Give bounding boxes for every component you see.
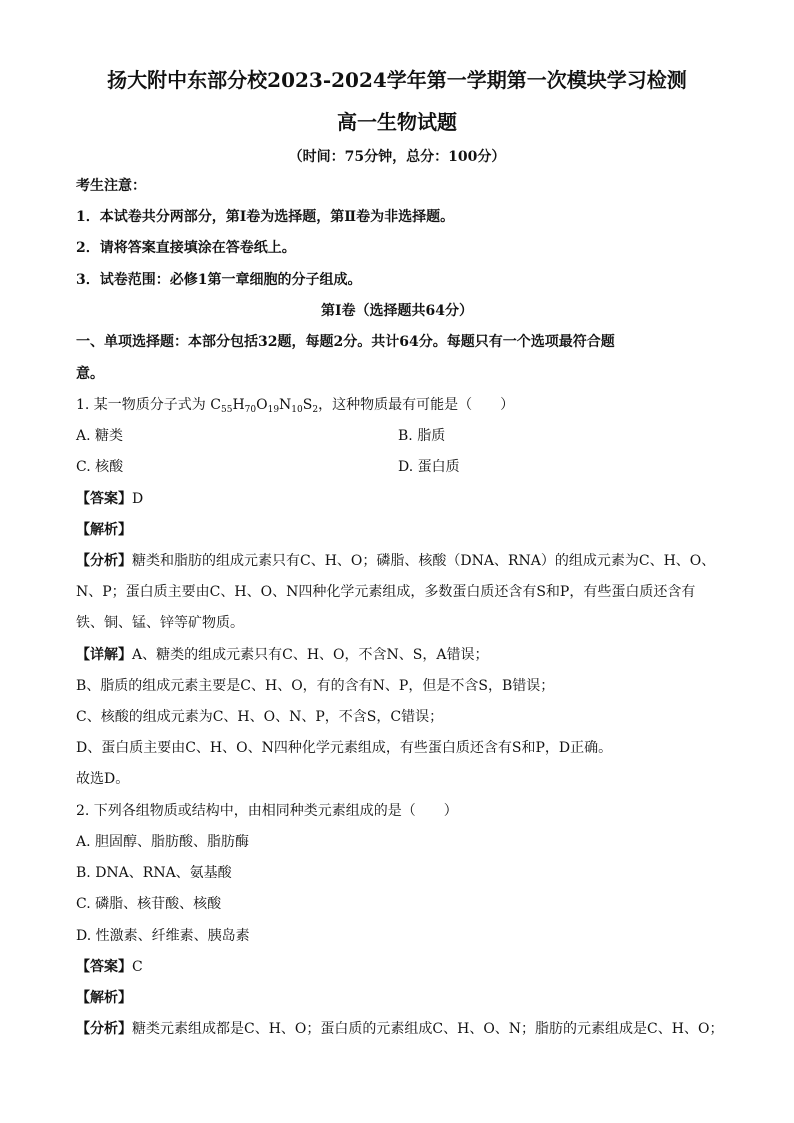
exam-subtitle: 高一生物试题 bbox=[337, 110, 457, 134]
question-1-analysis: 【分析】糖类和脂肪的组成元素只有C、H、O；磷脂、核酸（DNA、RNA）的组成元素为C、H、O、 bbox=[76, 553, 716, 569]
question-1-option-c: C. 核酸 bbox=[76, 459, 124, 475]
question-1-analysis-cont: N、P；蛋白质主要由C、H、O、N四种化学元素组成，多数蛋白质还含有S和P，有些蛋白质还含有 bbox=[76, 584, 696, 600]
notice-item: 3．试卷范围：必修1第一章细胞的分子组成。 bbox=[76, 272, 362, 288]
question-1-detail-b: B、脂质的组成元素主要是C、H、O，有的含有N、P，但是不含S，B错误； bbox=[76, 678, 555, 694]
question-1-analysis-label: 【解析】 bbox=[76, 522, 132, 538]
question-2-analysis: 【分析】糖类元素组成都是C、H、O；蛋白质的元素组成C、H、O、N；脂肪的元素组成是C、H、O； bbox=[76, 1021, 724, 1037]
question-1-detail-d: D、蛋白质主要由C、H、O、N四种化学元素组成，有些蛋白质还含有S和P，D正确。 bbox=[76, 740, 613, 756]
notice-item: 2．请将答案直接填涂在答卷纸上。 bbox=[76, 240, 296, 256]
question-1-stem: 1. 某一物质分子式为 $C_{55}H_{70}O_{19}N_{10}S_2$，这种物质最有可能是（ ） bbox=[76, 397, 515, 415]
question-2-option-d: D. 性激素、纤维素、胰岛素 bbox=[76, 928, 250, 944]
question-1-conclusion: 故选D。 bbox=[76, 771, 130, 787]
question-1-option-b: B. 脂质 bbox=[398, 428, 446, 444]
question-1-option-d: D. 蛋白质 bbox=[398, 459, 460, 475]
question-2-analysis-label: 【解析】 bbox=[76, 990, 132, 1006]
question-2-option-a: A. 胆固醇、脂肪酸、脂肪酶 bbox=[76, 834, 250, 850]
question-2-stem: 2. 下列各组物质或结构中，由相同种类元素组成的是（ ） bbox=[76, 803, 458, 819]
question-1-analysis-cont: 铁、铜、锰、锌等矿物质。 bbox=[76, 615, 244, 631]
question-1-detail-c: C、核酸的组成元素为C、H、O、N、P，不含S，C错误； bbox=[76, 709, 444, 725]
notice-heading: 考生注意： bbox=[76, 178, 146, 194]
question-2-option-c: C. 磷脂、核苷酸、核酸 bbox=[76, 896, 222, 912]
exam-meta: （时间：75分钟，总分：100分） bbox=[288, 149, 506, 165]
question-2-option-b: B. DNA、RNA、氨基酸 bbox=[76, 865, 232, 881]
question-2-answer: 【答案】C bbox=[76, 959, 143, 975]
question-1-answer: 【答案】D bbox=[76, 491, 144, 507]
question-1-detail: 【详解】A、糖类的组成元素只有C、H、O，不含N、S，A错误； bbox=[76, 647, 489, 663]
notice-item: 1．本试卷共分两部分，第Ⅰ卷为选择题，第Ⅱ卷为非选择题。 bbox=[76, 209, 455, 225]
section-instruction: 一、单项选择题：本部分包括32题，每题2分。共计64分。每题只有一个选项最符合题 bbox=[76, 334, 615, 350]
section-instruction-cont: 意。 bbox=[76, 366, 104, 382]
exam-title: 扬大附中东部分校2023-2024学年第一学期第一次模块学习检测 bbox=[107, 68, 687, 92]
question-1-option-a: A. 糖类 bbox=[76, 428, 124, 444]
section-title: 第Ⅰ卷（选择题共64分） bbox=[320, 303, 474, 319]
